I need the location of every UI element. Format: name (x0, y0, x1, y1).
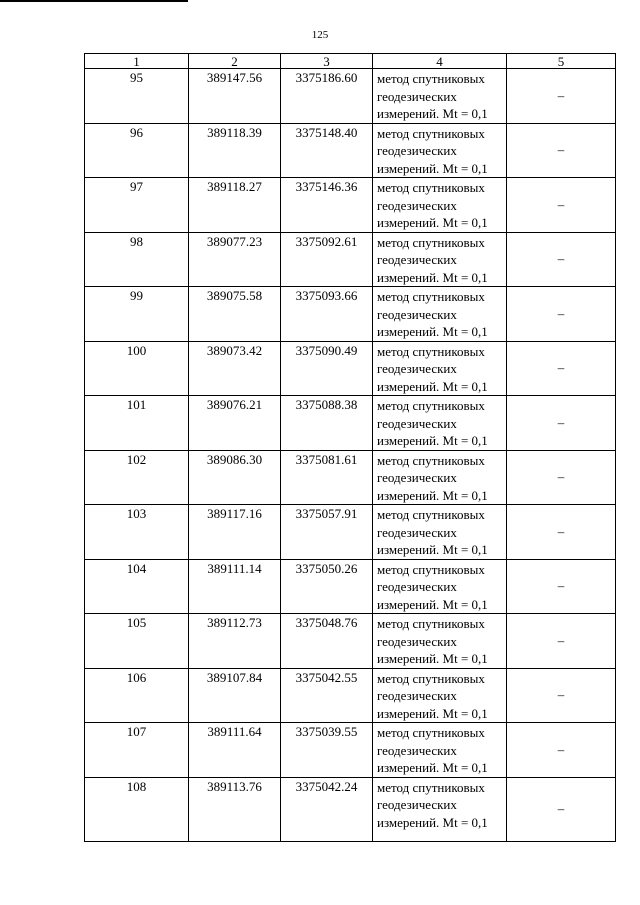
method-line: геодезических (377, 742, 457, 758)
method-line: геодезических (377, 579, 457, 594)
point-number-cell: 101 (85, 396, 189, 451)
method-line: геодезических (377, 470, 457, 485)
y-coordinate-cell: 3375148.40 (281, 123, 373, 178)
y-coordinate-cell: 3375092.61 (281, 232, 373, 287)
x-coordinate-cell: 389107.84 (189, 668, 281, 723)
method-line: измерений. Mt = 0,1 (377, 269, 488, 285)
y-coordinate-cell: 3375146.36 (281, 178, 373, 233)
method-line: измерений. Mt = 0,1 (377, 487, 488, 503)
table-row (85, 614, 616, 669)
method-line: метод спутниковых (377, 670, 485, 686)
point-number-cell: 96 (85, 123, 189, 178)
column5-cell: – (507, 341, 616, 396)
point-number-cell: 100 (85, 341, 189, 396)
method-line: метод спутниковых (377, 71, 485, 86)
method-line: геодезических (377, 633, 457, 649)
method-line: измерений. Mt = 0,1 (377, 760, 488, 775)
method-cell (373, 178, 507, 233)
y-coordinate-cell: 3375048.76 (281, 614, 373, 669)
y-coordinate-cell: 3375186.60 (281, 69, 373, 124)
table-row (85, 232, 616, 287)
table-row (85, 341, 616, 396)
method-line: геодезических (377, 797, 457, 812)
table-row (85, 396, 616, 451)
method-cell (373, 668, 507, 723)
table-row (85, 287, 616, 342)
y-coordinate-cell: 3375093.66 (281, 287, 373, 342)
y-coordinate-cell: 3375088.38 (281, 396, 373, 451)
method-line: метод спутниковых (377, 234, 485, 250)
method-line: измерений. Mt = 0,1 (377, 215, 488, 230)
point-number-cell: 107 (85, 723, 189, 778)
page-number: 125 (311, 29, 329, 41)
method-cell (373, 287, 507, 342)
method-line: геодезических (377, 415, 457, 431)
method-line: измерений. Mt = 0,1 (377, 433, 488, 448)
method-cell (373, 232, 507, 287)
x-coordinate-cell: 389147.56 (189, 69, 281, 124)
x-coordinate-cell: 389112.73 (189, 614, 281, 669)
method-line: измерений. Mt = 0,1 (377, 542, 488, 557)
x-coordinate-cell: 389076.21 (189, 396, 281, 451)
column5-cell: – (507, 232, 616, 287)
point-number-cell: 98 (85, 232, 189, 287)
x-coordinate-cell: 389077.23 (189, 232, 281, 287)
x-coordinate-cell: 389113.76 (189, 777, 281, 841)
table-row (85, 559, 616, 614)
method-line: метод спутниковых (377, 343, 485, 359)
method-line: измерений. Mt = 0,1 (377, 596, 488, 612)
point-number-cell: 104 (85, 559, 189, 614)
method-cell (373, 614, 507, 669)
table-row (85, 69, 616, 124)
column5-cell: – (507, 668, 616, 723)
x-coordinate-cell: 389111.64 (189, 723, 281, 778)
method-cell (373, 505, 507, 560)
x-coordinate-cell: 389111.14 (189, 559, 281, 614)
point-number-cell: 106 (85, 668, 189, 723)
method-line: измерений. Mt = 0,1 (377, 324, 488, 339)
x-coordinate-cell: 389118.39 (189, 123, 281, 178)
column-header: 5 (507, 54, 616, 69)
y-coordinate-cell: 3375039.55 (281, 723, 373, 778)
y-coordinate-cell: 3375042.55 (281, 668, 373, 723)
method-line: измерений. Mt = 0,1 (377, 814, 488, 830)
method-line: метод спутниковых (377, 289, 485, 304)
column5-cell: – (507, 450, 616, 505)
method-line: метод спутниковых (377, 507, 485, 522)
x-coordinate-cell: 389086.30 (189, 450, 281, 505)
column5-cell: – (507, 178, 616, 233)
method-line: геодезических (377, 88, 457, 104)
method-line: измерений. Mt = 0,1 (377, 705, 488, 721)
x-coordinate-cell: 389117.16 (189, 505, 281, 560)
table-row (85, 178, 616, 233)
table-row (85, 123, 616, 178)
method-line: измерений. Mt = 0,1 (377, 378, 488, 394)
method-cell (373, 123, 507, 178)
method-cell (373, 69, 507, 124)
method-line: геодезических (377, 143, 457, 158)
method-line: геодезических (377, 688, 457, 703)
method-line: измерений. Mt = 0,1 (377, 106, 488, 121)
method-line: метод спутниковых (377, 616, 485, 631)
table-row (85, 777, 616, 841)
table-row (85, 668, 616, 723)
y-coordinate-cell: 3375050.26 (281, 559, 373, 614)
method-cell (373, 559, 507, 614)
x-coordinate-cell: 389118.27 (189, 178, 281, 233)
y-coordinate-cell: 3375090.49 (281, 341, 373, 396)
method-line: метод спутниковых (377, 725, 485, 740)
method-line: геодезических (377, 306, 457, 322)
method-line: метод спутниковых (377, 125, 485, 141)
point-number-cell: 99 (85, 287, 189, 342)
point-number-cell: 103 (85, 505, 189, 560)
y-coordinate-cell: 3375042.24 (281, 777, 373, 841)
method-line: метод спутниковых (377, 180, 485, 195)
column5-cell: – (507, 287, 616, 342)
point-number-cell: 102 (85, 450, 189, 505)
column5-cell: – (507, 723, 616, 778)
method-line: метод спутниковых (377, 398, 485, 413)
y-coordinate-cell: 3375057.91 (281, 505, 373, 560)
method-line: метод спутниковых (377, 452, 485, 468)
column5-cell: – (507, 614, 616, 669)
point-number-cell: 97 (85, 178, 189, 233)
method-cell (373, 723, 507, 778)
column-header: 4 (373, 54, 507, 69)
table-header-row (85, 54, 616, 69)
column5-cell: – (507, 396, 616, 451)
y-coordinate-cell: 3375081.61 (281, 450, 373, 505)
method-cell (373, 396, 507, 451)
x-coordinate-cell: 389075.58 (189, 287, 281, 342)
point-number-cell: 105 (85, 614, 189, 669)
method-line: метод спутниковых (377, 561, 485, 577)
top-rule (0, 0, 188, 2)
column5-cell: – (507, 559, 616, 614)
column-header: 1 (85, 54, 189, 69)
method-line: геодезических (377, 524, 457, 540)
method-line: метод спутниковых (377, 779, 485, 795)
column-header: 2 (189, 54, 281, 69)
point-number-cell: 108 (85, 777, 189, 841)
method-cell (373, 777, 507, 841)
coordinates-table (84, 53, 616, 842)
column5-cell: – (507, 777, 616, 841)
method-line: геодезических (377, 361, 457, 376)
table-row (85, 723, 616, 778)
table-row (85, 450, 616, 505)
x-coordinate-cell: 389073.42 (189, 341, 281, 396)
method-cell (373, 341, 507, 396)
method-line: геодезических (377, 197, 457, 213)
column-header: 3 (281, 54, 373, 69)
point-number-cell: 95 (85, 69, 189, 124)
table-row (85, 505, 616, 560)
method-line: измерений. Mt = 0,1 (377, 651, 488, 666)
method-line: геодезических (377, 252, 457, 267)
method-line: измерений. Mt = 0,1 (377, 160, 488, 176)
method-cell (373, 450, 507, 505)
column5-cell: – (507, 69, 616, 124)
column5-cell: – (507, 505, 616, 560)
column5-cell: – (507, 123, 616, 178)
